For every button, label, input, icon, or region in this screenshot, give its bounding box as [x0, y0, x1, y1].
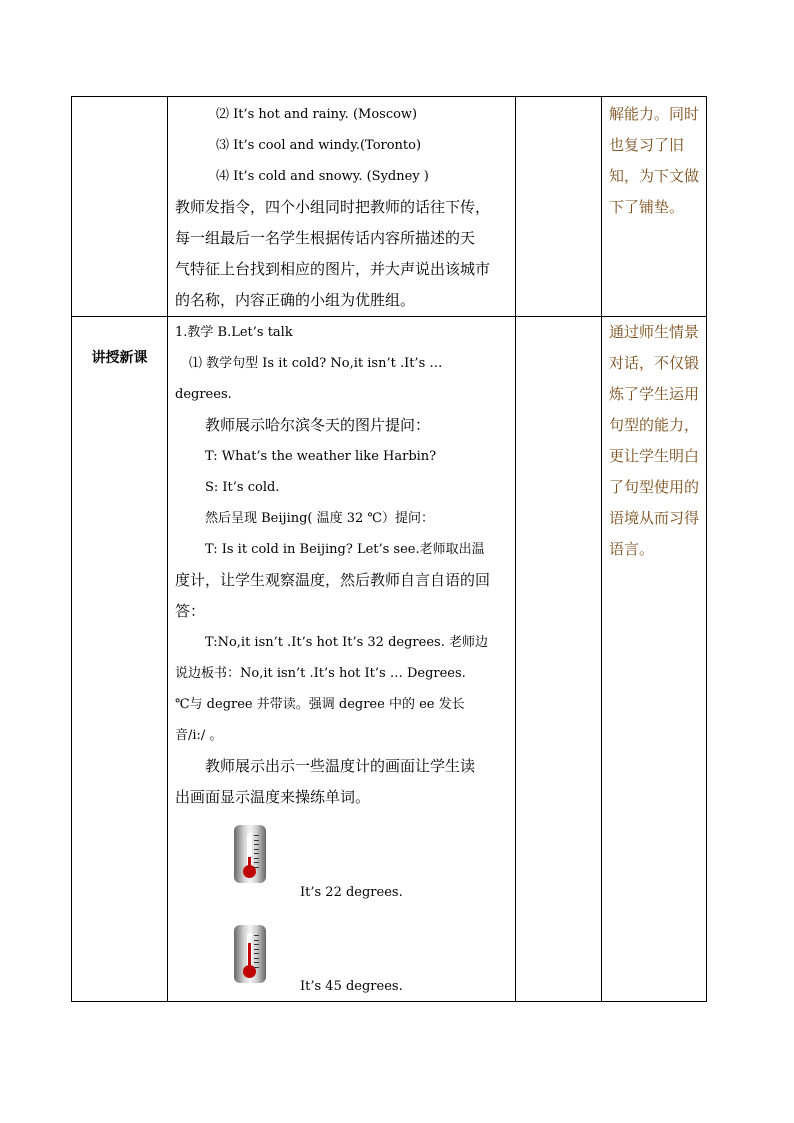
thermometer-tick — [254, 858, 259, 859]
text-line: 出画面显示温度来操练单词。 — [175, 788, 371, 806]
text-line: ℃与 degree 并带读。强调 degree 中的 ee 发长 — [175, 697, 465, 712]
thermometer-tick — [254, 853, 259, 854]
thermometer-caption: It’s 45 degrees. — [300, 979, 403, 994]
dialogue-line: S: It’s cold. — [205, 480, 280, 495]
thermometer-icon — [234, 825, 266, 883]
text-line: 然后呈现 Beijing( 温度 32 ℃）提问： — [205, 511, 434, 526]
thermometer-tick — [254, 849, 259, 850]
text-line: T: Is it cold in Beijing? Let’s see.老师取出温 — [205, 542, 485, 557]
thermometer-tick — [254, 967, 259, 968]
thermometer-tick — [254, 935, 259, 936]
text-line: T:No,it isn’t .It’s hot It’s 32 degrees. 老师边 — [205, 635, 488, 650]
thermometer-tick — [254, 944, 259, 945]
text-line: 答： — [175, 602, 206, 620]
column-divider — [167, 97, 168, 1001]
column-divider — [515, 97, 516, 1001]
instruction-line: 气特征上台找到相应的图片，并大声说出该城市 — [175, 260, 491, 278]
thermometer-tick — [254, 844, 259, 845]
instruction-line: 教师发指令，四个小组同时把教师的话往下传， — [175, 198, 491, 216]
row1-content — [175, 99, 515, 316]
text-line: 音/i:/ 。 — [175, 728, 223, 743]
instruction-line: 每一组最后一名学生根据传话内容所描述的天 — [175, 229, 476, 247]
thermometer-tick — [254, 862, 259, 863]
thermometer-tick — [254, 958, 259, 959]
row1-side-note: 解能力。同时也复习了旧知，为下文做下了铺垫。 — [609, 105, 700, 216]
row2-side-note: 通过师生情景对话，不仅锻炼了学生运用句型的能力，更让学生明白了句型使用的语境从而习得语言。 — [609, 323, 700, 558]
thermometer-tick — [254, 953, 259, 954]
lesson-plan-table — [71, 96, 707, 1002]
instruction-line: 的名称，内容正确的小组为优胜组。 — [175, 291, 416, 309]
pattern-line: ⑴ 教学句型 Is it cold? No,it isn’t .It’s … — [189, 356, 443, 371]
thermometer-icon — [234, 925, 266, 983]
sentence-line: ⑵ It’s hot and rainy. (Moscow) — [216, 107, 418, 122]
sentence-line: ⑶ It’s cool and windy.(Toronto) — [216, 138, 422, 153]
thermometer-tick — [254, 835, 259, 836]
text-line: 教师展示出示一些温度计的画面让学生读 — [205, 757, 476, 775]
dialogue-line: T: What’s the weather like Harbin? — [205, 449, 437, 464]
thermometer-tick — [254, 840, 259, 841]
thermometer-tick — [254, 949, 259, 950]
text-line: 教师展示哈尔滨冬天的图片提问： — [205, 416, 431, 434]
thermometer-tick — [254, 940, 259, 941]
column-divider — [601, 97, 602, 1001]
thermometer-caption: It’s 22 degrees. — [300, 885, 403, 900]
text-line: 度计，让学生观察温度，然后教师自言自语的回 — [175, 571, 491, 589]
sentence-line: ⑷ It’s cold and snowy. (Sydney ) — [216, 169, 429, 184]
row2-content — [175, 317, 513, 813]
thermometer-tick — [254, 962, 259, 963]
section-label: 讲授新课 — [91, 350, 148, 366]
text-line: degrees. — [175, 387, 232, 402]
text-line: 说边板书：No,it isn’t .It’s hot It’s … Degrees. — [175, 666, 466, 681]
thermometer-tick — [254, 867, 259, 868]
section-heading: 1.教学 B.Let’s talk — [175, 325, 293, 340]
